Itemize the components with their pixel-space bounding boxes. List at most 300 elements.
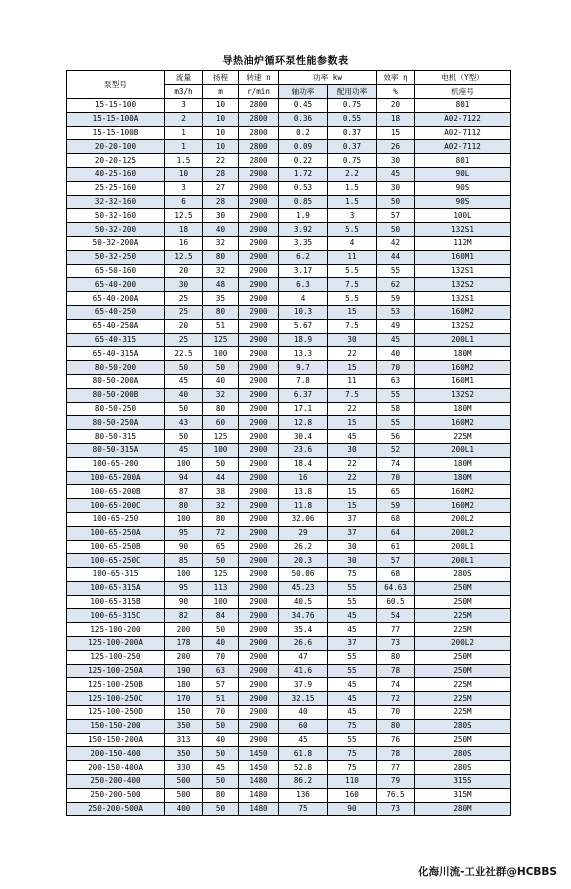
- cell-model: 100-65-315C: [67, 609, 165, 623]
- cell-motor-frame: 200L2: [415, 512, 511, 526]
- header-motor-frame: 机座号: [415, 85, 511, 99]
- cell-shaft-power: 136: [279, 788, 328, 802]
- pump-spec-table: [66, 70, 511, 816]
- cell-shaft-power: 13.3: [279, 347, 328, 361]
- cell-motor-frame: 90S: [415, 181, 511, 195]
- cell-speed: 2900: [239, 209, 279, 223]
- table-row: [67, 526, 511, 540]
- cell-motor-power: 0.55: [328, 112, 377, 126]
- cell-flow: 94: [165, 471, 203, 485]
- cell-speed: 2900: [239, 374, 279, 388]
- cell-model: 32-32-160: [67, 195, 165, 209]
- cell-flow: 90: [165, 595, 203, 609]
- cell-efficiency: 74: [377, 457, 415, 471]
- header-efficiency: 效率 η: [377, 71, 415, 85]
- cell-shaft-power: 9.7: [279, 361, 328, 375]
- cell-flow: 50: [165, 402, 203, 416]
- page-title: 导热油炉循环泵性能参数表: [222, 56, 349, 67]
- cell-head: 63: [203, 664, 239, 678]
- cell-efficiency: 30: [377, 181, 415, 195]
- table-row: [67, 788, 511, 802]
- cell-flow: 100: [165, 457, 203, 471]
- cell-head: 32: [203, 264, 239, 278]
- table-row: [67, 623, 511, 637]
- cell-motor-frame: 160M1: [415, 374, 511, 388]
- cell-head: 84: [203, 609, 239, 623]
- cell-flow: 87: [165, 485, 203, 499]
- cell-motor-power: 75: [328, 568, 377, 582]
- cell-head: 50: [203, 802, 239, 816]
- cell-speed: 2900: [239, 623, 279, 637]
- cell-head: 45: [203, 761, 239, 775]
- cell-motor-frame: 280S: [415, 761, 511, 775]
- cell-model: 250-200-500: [67, 788, 165, 802]
- cell-flow: 2: [165, 112, 203, 126]
- cell-head: 65: [203, 540, 239, 554]
- cell-model: 80-50-315: [67, 430, 165, 444]
- cell-model: 125-100-200A: [67, 637, 165, 651]
- cell-model: 100-65-250: [67, 512, 165, 526]
- cell-model: 150-150-200A: [67, 733, 165, 747]
- table-row: [67, 223, 511, 237]
- cell-motor-power: 22: [328, 402, 377, 416]
- cell-speed: 1450: [239, 747, 279, 761]
- table-row: [67, 416, 511, 430]
- cell-flow: 16: [165, 236, 203, 250]
- cell-model: 80-50-200: [67, 361, 165, 375]
- cell-motor-frame: 225M: [415, 692, 511, 706]
- cell-shaft-power: 23.6: [279, 443, 328, 457]
- cell-speed: 2900: [239, 540, 279, 554]
- cell-shaft-power: 0.2: [279, 126, 328, 140]
- cell-model: 25-25-160: [67, 181, 165, 195]
- table-row: [67, 512, 511, 526]
- cell-head: 125: [203, 333, 239, 347]
- cell-speed: 2900: [239, 443, 279, 457]
- cell-head: 100: [203, 347, 239, 361]
- cell-efficiency: 30: [377, 154, 415, 168]
- cell-speed: 2800: [239, 140, 279, 154]
- cell-efficiency: 62: [377, 278, 415, 292]
- cell-flow: 180: [165, 678, 203, 692]
- table-row: [67, 581, 511, 595]
- cell-flow: 1: [165, 126, 203, 140]
- cell-speed: 2900: [239, 678, 279, 692]
- cell-motor-frame: 200L2: [415, 526, 511, 540]
- cell-head: 40: [203, 733, 239, 747]
- cell-head: 38: [203, 485, 239, 499]
- cell-flow: 200: [165, 623, 203, 637]
- cell-motor-power: 5.5: [328, 264, 377, 278]
- cell-speed: 2900: [239, 167, 279, 181]
- table-row: [67, 775, 511, 789]
- cell-efficiency: 63: [377, 374, 415, 388]
- cell-efficiency: 77: [377, 761, 415, 775]
- cell-speed: 2900: [239, 250, 279, 264]
- cell-shaft-power: 6.2: [279, 250, 328, 264]
- cell-shaft-power: 18.4: [279, 457, 328, 471]
- cell-head: 80: [203, 788, 239, 802]
- cell-motor-power: 45: [328, 430, 377, 444]
- cell-efficiency: 26: [377, 140, 415, 154]
- cell-flow: 22.5: [165, 347, 203, 361]
- cell-shaft-power: 6.3: [279, 278, 328, 292]
- cell-shaft-power: 10.3: [279, 305, 328, 319]
- cell-speed: 2900: [239, 402, 279, 416]
- cell-motor-power: 75: [328, 747, 377, 761]
- cell-speed: 1480: [239, 788, 279, 802]
- table-row: [67, 140, 511, 154]
- cell-flow: 82: [165, 609, 203, 623]
- cell-flow: 3: [165, 99, 203, 113]
- cell-flow: 12.5: [165, 250, 203, 264]
- cell-flow: 100: [165, 512, 203, 526]
- cell-speed: 2900: [239, 485, 279, 499]
- cell-shaft-power: 3.92: [279, 223, 328, 237]
- cell-motor-frame: 90L: [415, 167, 511, 181]
- cell-head: 50: [203, 554, 239, 568]
- cell-efficiency: 79: [377, 775, 415, 789]
- table-row: [67, 319, 511, 333]
- cell-motor-power: 3: [328, 209, 377, 223]
- cell-shaft-power: 32.06: [279, 512, 328, 526]
- cell-motor-power: 37: [328, 526, 377, 540]
- cell-speed: 2900: [239, 664, 279, 678]
- cell-motor-frame: 250M: [415, 650, 511, 664]
- header-flow: 流量: [165, 71, 203, 85]
- table-row: [67, 181, 511, 195]
- cell-motor-frame: 280M: [415, 802, 511, 816]
- cell-shaft-power: 26.2: [279, 540, 328, 554]
- cell-motor-frame: 200L1: [415, 443, 511, 457]
- table-row: [67, 706, 511, 720]
- cell-model: 100-65-315B: [67, 595, 165, 609]
- cell-efficiency: 40: [377, 347, 415, 361]
- cell-speed: 2900: [239, 595, 279, 609]
- cell-motor-frame: 801: [415, 99, 511, 113]
- cell-head: 32: [203, 236, 239, 250]
- cell-motor-frame: 132S2: [415, 388, 511, 402]
- cell-speed: 2900: [239, 733, 279, 747]
- cell-flow: 1.5: [165, 154, 203, 168]
- cell-motor-power: 1.5: [328, 181, 377, 195]
- table-row: [67, 402, 511, 416]
- cell-efficiency: 56: [377, 430, 415, 444]
- cell-speed: 2900: [239, 430, 279, 444]
- cell-flow: 25: [165, 305, 203, 319]
- cell-motor-power: 55: [328, 733, 377, 747]
- cell-speed: 2900: [239, 692, 279, 706]
- cell-motor-frame: 315M: [415, 788, 511, 802]
- cell-efficiency: 73: [377, 637, 415, 651]
- cell-model: 150-150-200: [67, 719, 165, 733]
- cell-flow: 500: [165, 775, 203, 789]
- cell-motor-power: 22: [328, 347, 377, 361]
- cell-motor-power: 30: [328, 554, 377, 568]
- cell-head: 51: [203, 692, 239, 706]
- cell-flow: 350: [165, 747, 203, 761]
- cell-shaft-power: 30.4: [279, 430, 328, 444]
- cell-motor-power: 15: [328, 305, 377, 319]
- cell-shaft-power: 3.35: [279, 236, 328, 250]
- cell-model: 40-25-160: [67, 167, 165, 181]
- cell-shaft-power: 12.8: [279, 416, 328, 430]
- cell-shaft-power: 16: [279, 471, 328, 485]
- cell-motor-frame: 200L1: [415, 333, 511, 347]
- cell-efficiency: 61: [377, 540, 415, 554]
- cell-shaft-power: 50.06: [279, 568, 328, 582]
- cell-motor-power: 11: [328, 250, 377, 264]
- cell-motor-power: 160: [328, 788, 377, 802]
- cell-efficiency: 50: [377, 223, 415, 237]
- cell-model: 80-50-315A: [67, 443, 165, 457]
- cell-motor-power: 45: [328, 609, 377, 623]
- cell-shaft-power: 0.22: [279, 154, 328, 168]
- cell-motor-frame: 225M: [415, 623, 511, 637]
- cell-efficiency: 57: [377, 209, 415, 223]
- table-row: [67, 692, 511, 706]
- cell-head: 50: [203, 719, 239, 733]
- cell-motor-power: 0.37: [328, 126, 377, 140]
- cell-motor-power: 37: [328, 512, 377, 526]
- cell-motor-frame: 200L1: [415, 540, 511, 554]
- cell-head: 50: [203, 775, 239, 789]
- cell-speed: 2900: [239, 264, 279, 278]
- cell-flow: 45: [165, 374, 203, 388]
- cell-motor-power: 55: [328, 650, 377, 664]
- cell-model: 100-65-200: [67, 457, 165, 471]
- cell-motor-power: 15: [328, 485, 377, 499]
- table-row: [67, 430, 511, 444]
- cell-speed: 2900: [239, 181, 279, 195]
- cell-motor-frame: 132S1: [415, 223, 511, 237]
- table-row: [67, 443, 511, 457]
- cell-model: 15-15-100B: [67, 126, 165, 140]
- cell-shaft-power: 61.8: [279, 747, 328, 761]
- cell-shaft-power: 60: [279, 719, 328, 733]
- cell-motor-power: 0.75: [328, 99, 377, 113]
- cell-efficiency: 80: [377, 650, 415, 664]
- cell-motor-power: 15: [328, 361, 377, 375]
- cell-speed: 2900: [239, 512, 279, 526]
- cell-flow: 40: [165, 388, 203, 402]
- table-row: [67, 802, 511, 816]
- table-row: [67, 595, 511, 609]
- cell-motor-power: 75: [328, 761, 377, 775]
- cell-motor-power: 37: [328, 637, 377, 651]
- cell-motor-frame: 100L: [415, 209, 511, 223]
- table-row: [67, 236, 511, 250]
- cell-shaft-power: 5.67: [279, 319, 328, 333]
- table-row: [67, 471, 511, 485]
- cell-efficiency: 70: [377, 361, 415, 375]
- cell-shaft-power: 1.9: [279, 209, 328, 223]
- cell-efficiency: 70: [377, 706, 415, 720]
- cell-motor-frame: 280S: [415, 568, 511, 582]
- cell-shaft-power: 41.6: [279, 664, 328, 678]
- cell-efficiency: 15: [377, 126, 415, 140]
- cell-model: 100-65-250A: [67, 526, 165, 540]
- cell-motor-power: 5.5: [328, 292, 377, 306]
- cell-head: 32: [203, 499, 239, 513]
- cell-flow: 178: [165, 637, 203, 651]
- cell-head: 72: [203, 526, 239, 540]
- cell-flow: 20: [165, 319, 203, 333]
- cell-efficiency: 50: [377, 195, 415, 209]
- cell-motor-power: 15: [328, 416, 377, 430]
- cell-flow: 400: [165, 802, 203, 816]
- cell-flow: 350: [165, 719, 203, 733]
- cell-model: 20-20-100: [67, 140, 165, 154]
- cell-motor-power: 22: [328, 457, 377, 471]
- table-row: [67, 361, 511, 375]
- cell-speed: 2900: [239, 388, 279, 402]
- cell-speed: 2900: [239, 706, 279, 720]
- cell-efficiency: 72: [377, 692, 415, 706]
- cell-shaft-power: 3.17: [279, 264, 328, 278]
- table-row: [67, 305, 511, 319]
- cell-head: 100: [203, 443, 239, 457]
- cell-shaft-power: 37.9: [279, 678, 328, 692]
- cell-speed: 2900: [239, 499, 279, 513]
- cell-model: 250-200-500A: [67, 802, 165, 816]
- table-row: [67, 457, 511, 471]
- cell-model: 100-65-200B: [67, 485, 165, 499]
- cell-motor-frame: A02-7112: [415, 140, 511, 154]
- cell-speed: 2900: [239, 554, 279, 568]
- cell-shaft-power: 29: [279, 526, 328, 540]
- cell-model: 80-50-200A: [67, 374, 165, 388]
- cell-speed: 2800: [239, 112, 279, 126]
- cell-flow: 50: [165, 361, 203, 375]
- table-row: [67, 609, 511, 623]
- cell-flow: 25: [165, 333, 203, 347]
- cell-motor-frame: A02-7112: [415, 126, 511, 140]
- cell-head: 32: [203, 388, 239, 402]
- cell-motor-power: 1.5: [328, 195, 377, 209]
- cell-shaft-power: 32.15: [279, 692, 328, 706]
- cell-shaft-power: 26.6: [279, 637, 328, 651]
- cell-efficiency: 70: [377, 471, 415, 485]
- cell-model: 100-65-200A: [67, 471, 165, 485]
- cell-model: 50-32-160: [67, 209, 165, 223]
- table-row: [67, 167, 511, 181]
- cell-model: 125-100-250D: [67, 706, 165, 720]
- cell-model: 20-20-125: [67, 154, 165, 168]
- cell-model: 100-65-315: [67, 568, 165, 582]
- cell-motor-power: 45: [328, 692, 377, 706]
- cell-head: 50: [203, 623, 239, 637]
- cell-efficiency: 45: [377, 167, 415, 181]
- table-row: [67, 264, 511, 278]
- cell-head: 10: [203, 99, 239, 113]
- cell-efficiency: 59: [377, 292, 415, 306]
- cell-speed: 2900: [239, 223, 279, 237]
- cell-efficiency: 76.5: [377, 788, 415, 802]
- cell-motor-power: 55: [328, 664, 377, 678]
- table-row: [67, 250, 511, 264]
- cell-motor-frame: 160M2: [415, 416, 511, 430]
- cell-head: 80: [203, 305, 239, 319]
- cell-efficiency: 77: [377, 623, 415, 637]
- cell-efficiency: 42: [377, 236, 415, 250]
- cell-motor-power: 5.5: [328, 223, 377, 237]
- cell-shaft-power: 18.9: [279, 333, 328, 347]
- cell-shaft-power: 86.2: [279, 775, 328, 789]
- cell-model: 250-200-400: [67, 775, 165, 789]
- cell-speed: 1450: [239, 761, 279, 775]
- table-row: [67, 154, 511, 168]
- header-motor: 电机（Y型）: [415, 71, 511, 85]
- cell-model: 15-15-100: [67, 99, 165, 113]
- cell-head: 35: [203, 292, 239, 306]
- cell-motor-frame: 280S: [415, 719, 511, 733]
- cell-efficiency: 78: [377, 664, 415, 678]
- cell-shaft-power: 40: [279, 706, 328, 720]
- cell-head: 30: [203, 209, 239, 223]
- cell-head: 40: [203, 637, 239, 651]
- cell-motor-frame: 180M: [415, 457, 511, 471]
- table-row: [67, 650, 511, 664]
- cell-motor-frame: 225M: [415, 678, 511, 692]
- cell-efficiency: 73: [377, 802, 415, 816]
- cell-motor-frame: 200L1: [415, 554, 511, 568]
- table-row: [67, 499, 511, 513]
- cell-speed: 1480: [239, 802, 279, 816]
- cell-flow: 6: [165, 195, 203, 209]
- cell-motor-power: 0.37: [328, 140, 377, 154]
- cell-model: 65-50-160: [67, 264, 165, 278]
- cell-shaft-power: 7.8: [279, 374, 328, 388]
- cell-flow: 45: [165, 443, 203, 457]
- table-row: [67, 554, 511, 568]
- table-body: [67, 99, 511, 816]
- cell-motor-frame: 132S1: [415, 292, 511, 306]
- cell-shaft-power: 75: [279, 802, 328, 816]
- cell-efficiency: 49: [377, 319, 415, 333]
- cell-speed: 2900: [239, 719, 279, 733]
- cell-model: 15-15-100A: [67, 112, 165, 126]
- header-efficiency-unit: %: [377, 85, 415, 99]
- cell-speed: 2900: [239, 568, 279, 582]
- cell-motor-power: 22: [328, 471, 377, 485]
- cell-motor-frame: 180M: [415, 471, 511, 485]
- cell-model: 50-32-200A: [67, 236, 165, 250]
- cell-motor-power: 55: [328, 581, 377, 595]
- header-head-unit: m: [203, 85, 239, 99]
- cell-shaft-power: 0.36: [279, 112, 328, 126]
- cell-shaft-power: 45: [279, 733, 328, 747]
- table-row: [67, 761, 511, 775]
- header-speed: 转速 n: [239, 71, 279, 85]
- cell-model: 100-65-200C: [67, 499, 165, 513]
- cell-head: 80: [203, 402, 239, 416]
- cell-efficiency: 18: [377, 112, 415, 126]
- cell-head: 50: [203, 457, 239, 471]
- cell-motor-power: 7.5: [328, 319, 377, 333]
- cell-speed: 2900: [239, 471, 279, 485]
- cell-speed: 2900: [239, 278, 279, 292]
- cell-motor-power: 45: [328, 623, 377, 637]
- cell-shaft-power: 0.53: [279, 181, 328, 195]
- table-row: [67, 637, 511, 651]
- cell-motor-power: 0.75: [328, 154, 377, 168]
- cell-head: 48: [203, 278, 239, 292]
- cell-head: 80: [203, 250, 239, 264]
- cell-head: 10: [203, 140, 239, 154]
- cell-speed: 2800: [239, 99, 279, 113]
- table-row: [67, 333, 511, 347]
